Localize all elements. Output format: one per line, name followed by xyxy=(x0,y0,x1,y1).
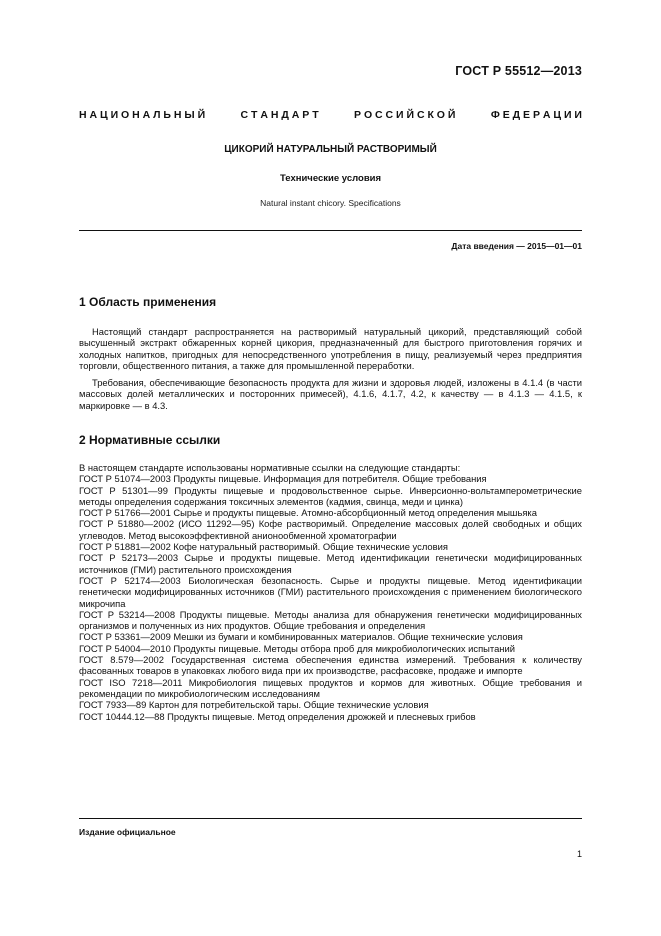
reference-item: ГОСТ Р 54004—2010 Продукты пищевые. Методы отбора проб для микробиологических испытаний xyxy=(79,642,515,654)
reference-item: ГОСТ ISO 7218—2011 Микробиология пищевых продуктов и кормов для животных. Общие требования и рекомендации по микробиологическим исследованиям xyxy=(79,676,582,699)
title-divider xyxy=(79,230,582,231)
reference-item: ГОСТ Р 52174—2003 Биологическая безопасность. Сырье и продукты пищевые. Метод идентификации генетически модифицированных источников (ГМИ) растительного происхождения с применением биологического микрочипа xyxy=(79,574,582,609)
banner-word: Р О С С И Й С К О Й xyxy=(354,109,456,121)
introduction-date: Дата введения — 2015—01—01 xyxy=(451,241,582,251)
reference-item: ГОСТ Р 52173—2003 Сырье и продукты пищевые. Метод идентификации генетически модифицированных источников (ГМИ) растительного происхождения xyxy=(79,552,582,575)
document-title: ЦИКОРИЙ НАТУРАЛЬНЫЙ РАСТВОРИМЫЙ xyxy=(224,144,437,155)
section-1-paragraph: Настоящий стандарт распространяется на растворимый натуральный цикорий, представляющий собой высушенный экстракт обжаренных корней цикория, предназначенный для быстрого приготовления горячих и холодных напитков, пригодных для непосредственного употребления в пищу, реализуемый через предприятия торговли, общественного питания, а также для промышленной переработки. xyxy=(79,326,582,371)
reference-item: ГОСТ 10444.12—88 Продукты пищевые. Метод определения дрожжей и плесневых грибов xyxy=(79,710,476,722)
reference-item: ГОСТ Р 51881—2002 Кофе натуральный растворимый. Общие технические условия xyxy=(79,541,448,553)
section-1-heading: 1 Область применения xyxy=(79,295,217,309)
banner-word: С Т А Н Д А Р Т xyxy=(240,109,319,121)
reference-item: ГОСТ Р 53361—2009 Мешки из бумаги и комбинированных материалов. Общие технические условия xyxy=(79,631,523,643)
reference-item: ГОСТ Р 51301—99 Продукты пищевые и продовольственное сырье. Инверсионно-вольтамперометрические методы определения содержания токсичных элементов (кадмия, свинца, меди и цинка) xyxy=(79,484,582,507)
edition-label: Издание официальное xyxy=(79,827,176,837)
reference-item: ГОСТ Р 51074—2003 Продукты пищевые. Информация для потребителя. Общие требования xyxy=(79,473,487,485)
reference-item: ГОСТ Р 51766—2001 Сырье и продукты пищевые. Атомно-абсорбционный метод определения мышьяка xyxy=(79,507,537,519)
english-title: Natural instant chicory. Specifications xyxy=(260,198,401,208)
page-number: 1 xyxy=(576,849,582,859)
standard-banner xyxy=(79,109,582,121)
reference-item: ГОСТ 8.579—2002 Государственная система обеспечения единства измерений. Требования к количеству фасованных товаров в упаковках любого вида при их производстве, расфасовке, продаже и импорте xyxy=(79,654,582,677)
references-intro: В настоящем стандарте использованы нормативные ссылки на следующие стандарты: xyxy=(79,462,461,473)
gost-number: ГОСТ Р 55512—2013 xyxy=(455,64,582,78)
reference-item: ГОСТ Р 53214—2008 Продукты пищевые. Методы анализа для обнаружения генетически модифицированных организмов и полученных из них продуктов. Общие требования и определения xyxy=(79,608,582,632)
section-1-paragraph: Требования, обеспечивающие безопасность продукта для жизни и здоровья людей, изложены в 4.1.4 (в части массовых долей металлических и посторонних примесей), 4.1.6, 4.1.7, 4.2, к качеству — в 4.1.3 — 4.1.5, к маркировке — в 4.3. xyxy=(79,377,582,411)
document-subtitle: Технические условия xyxy=(279,173,382,184)
banner-word: Н А Ц И О Н А Л Ь Н Ы Й xyxy=(79,109,206,121)
section-2-heading: 2 Нормативные ссылки xyxy=(79,433,221,447)
banner-word: Ф Е Д Е Р А Ц И И xyxy=(490,109,582,121)
reference-item: ГОСТ 7933—89 Картон для потребительской тары. Общие технические условия xyxy=(79,699,429,711)
references-list xyxy=(79,462,582,722)
reference-item: ГОСТ Р 51880—2002 (ИСО 11292—95) Кофе растворимый. Определение массовых долей свободных и общих углеводов. Метод высокоэффективной анионообменной хроматографии xyxy=(79,518,582,541)
footer-divider xyxy=(79,818,582,819)
